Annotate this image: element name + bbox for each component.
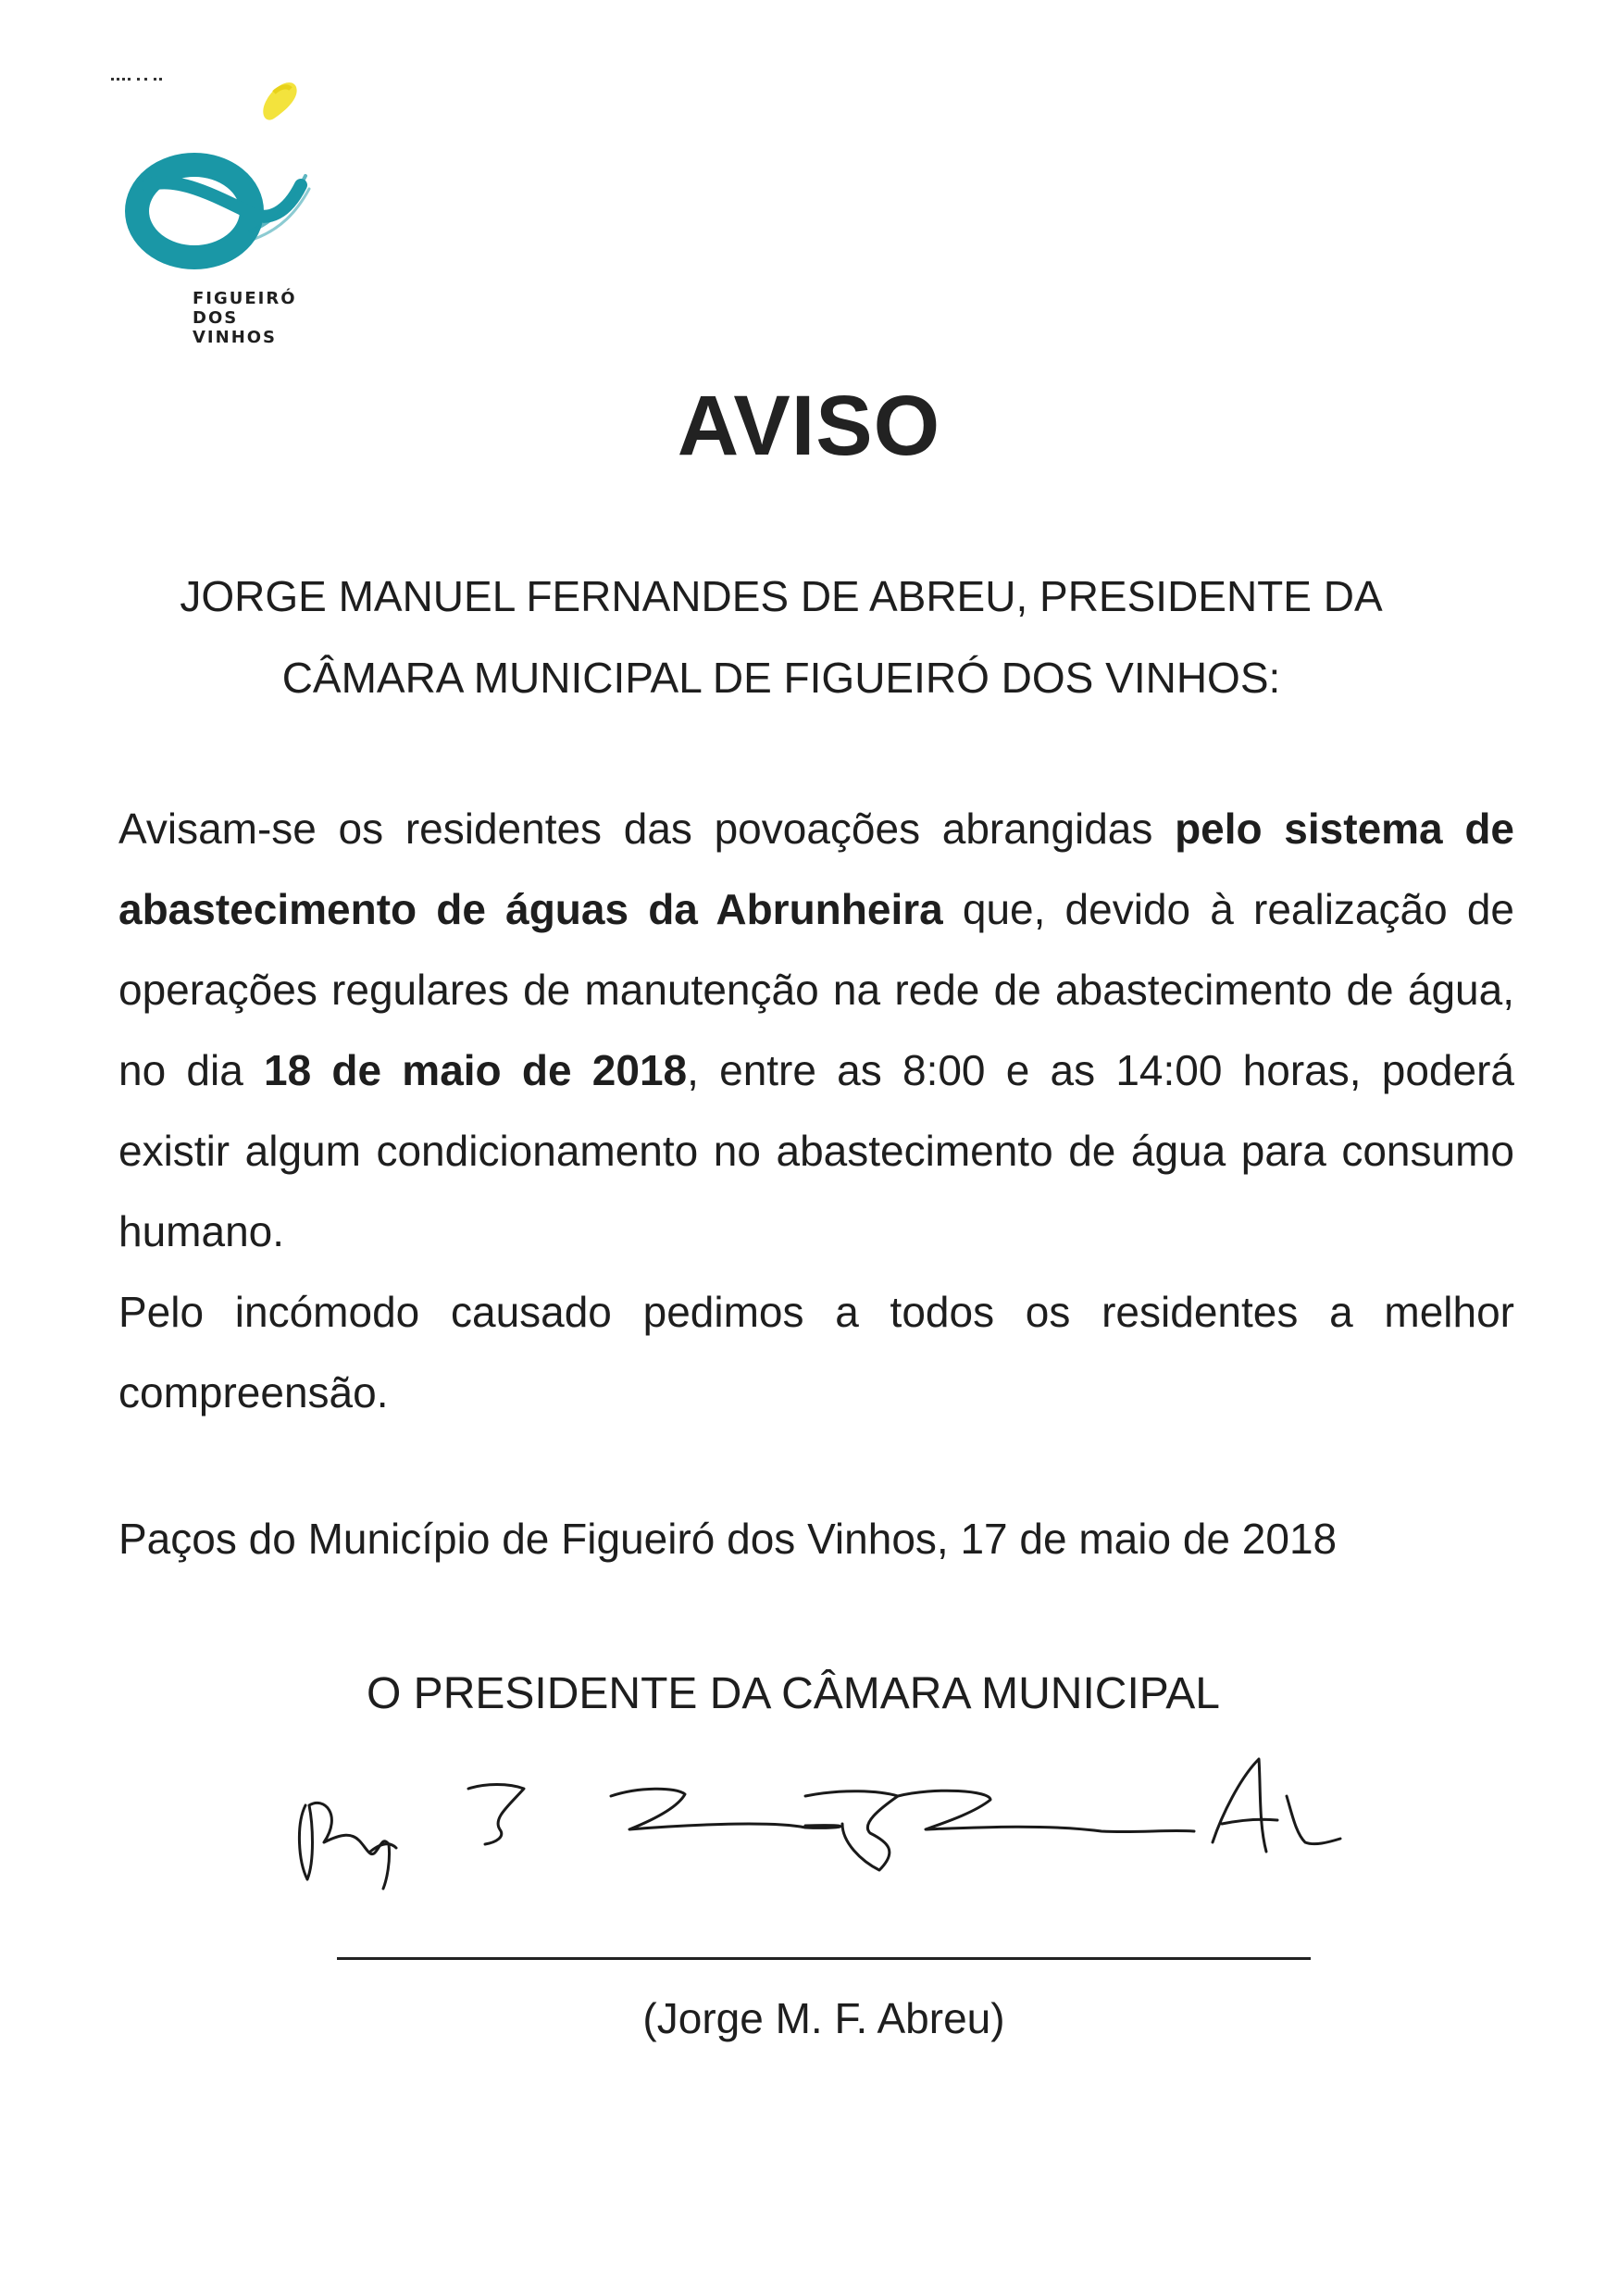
place-and-date: Paços do Município de Figueiró dos Vinhos, 17 de maio de 2018 [118,1515,1338,1563]
body-paragraph-2: Pelo incómodo causado pedimos a todos os residentes a melhor compreensão. [118,1288,1514,1416]
header-line-2: CÂMARA MUNICIPAL DE FIGUEIRÓ DOS VINHOS: [281,654,1281,702]
notice-title: AVISO [677,379,941,473]
notice-header [111,555,1451,718]
notice-body [118,789,1514,1433]
body-text: que, devido à realização de operações regulares de manutenção na rede de abastecimento de água, no dia [118,885,1515,1094]
signature-line [337,1957,1311,1960]
logo-line-1: FIGUEIRÓ [193,289,297,308]
municipality-logo [111,74,333,389]
body-text: , entre as 8:00 e as 14:00 horas, poderá existir algum condicionamento no abastecimento de água para consumo humano. [118,1046,1514,1255]
body-text-bold: pelo sistema de abastecimento de águas da Abrunheira [118,805,1514,933]
header-line-1: JORGE MANUEL FERNANDES DE ABREU, PRESIDENTE DA [180,572,1383,620]
logo-emblem-icon [111,74,333,296]
body-paragraph-1 [118,789,1514,1272]
handwritten-signature-icon [287,1741,1351,1907]
signatory-title: O PRESIDENTE DA CÂMARA MUNICIPAL [367,1669,1220,1718]
logo-line-3: VINHOS [193,328,278,347]
logo-dots-icon [111,74,185,83]
logo-line-2: DOS [193,308,239,328]
logo-wordmark [193,289,297,347]
signatory-name: (Jorge M. F. Abreu) [642,1994,1005,2042]
body-text: Avisam-se os residentes das povoações abrangidas [118,805,1176,853]
body-date-bold: 18 de maio de 2018 [264,1046,688,1094]
